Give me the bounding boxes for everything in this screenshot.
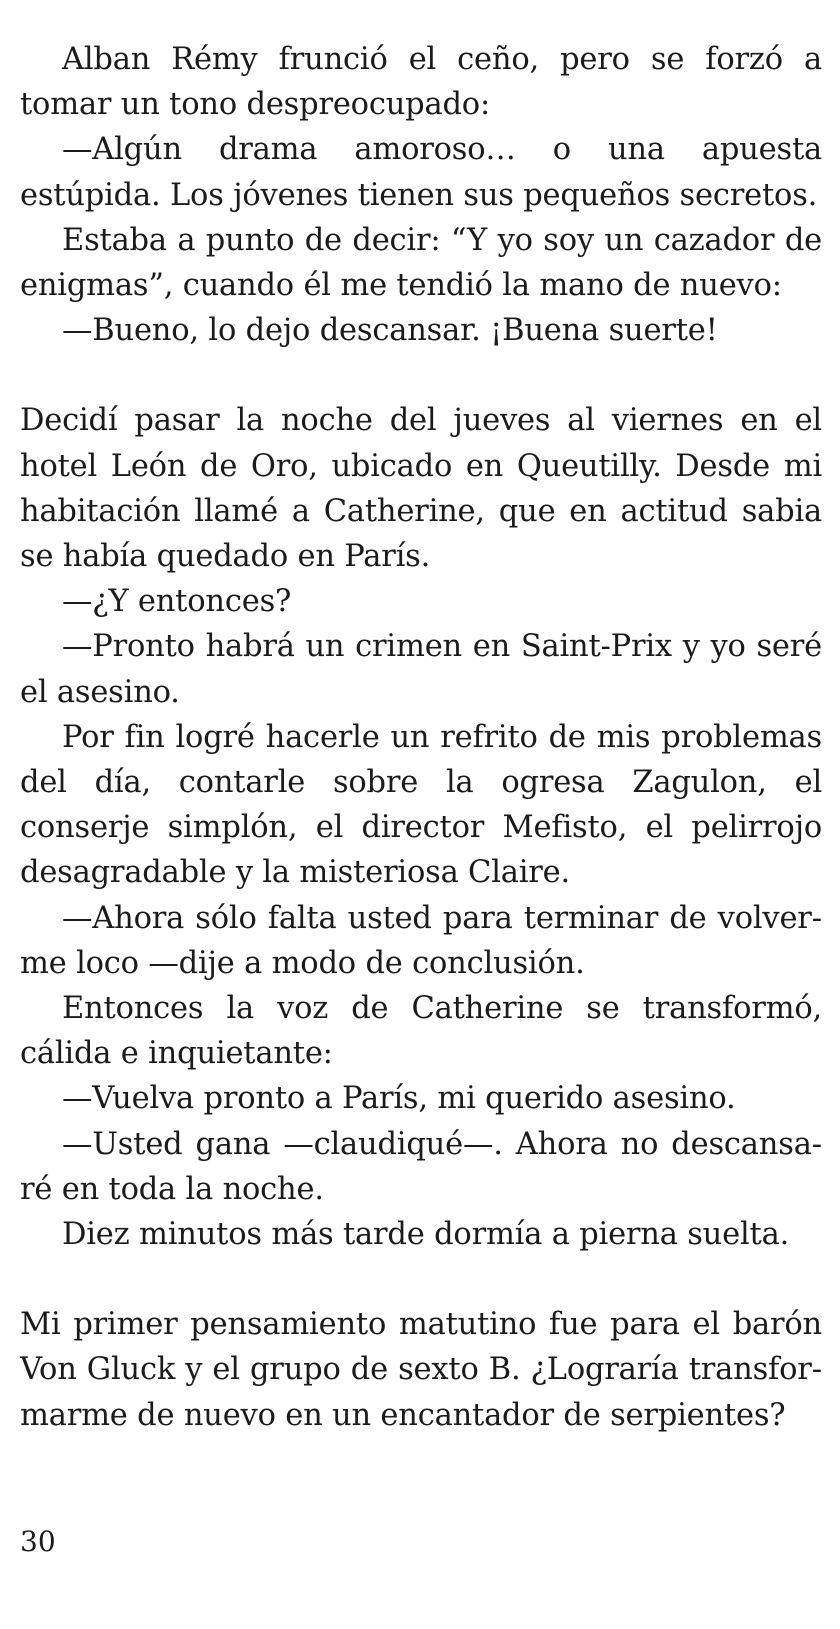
paragraph: Estaba a punto de decir: “Y yo soy un cazador de enigmas”, cuando él me tendió la mano de nuevo: [20, 222, 822, 304]
paragraph: Mi primer pensamiento matutino fue para el barón Von Gluck y el grupo de sexto B. ¿Lograría transformarme de nuevo en un encantador de serpientes? [20, 1307, 822, 1433]
paragraph: Alban Rémy frunció el ceño, pero se forzó a tomar un tono despreocupado: [20, 42, 822, 123]
dialogue-line: —¿Y entonces? [62, 584, 292, 620]
page-number: 30 [20, 1525, 56, 1558]
dialogue-line: —Usted gana —claudiqué—. Ahora no descansaré en toda la noche. [20, 1126, 822, 1207]
section-break [20, 353, 822, 398]
paragraph: Decidí pasar la noche del jueves al viernes en el hotel León de Oro, ubicado en Queutilly. Desde mi habitación llamé a Catherine, que en actitud sabia se había quedado en París. [20, 403, 822, 575]
section-1 [20, 37, 822, 353]
paragraph: Diez minutos más tarde dormía a pierna suelta. [62, 1217, 790, 1253]
dialogue-line: —Pronto habrá un crimen en Saint-Prix y yo seré el asesino. [20, 629, 822, 710]
dialogue-line: —Vuelva pronto a París, mi querido asesino. [62, 1081, 736, 1117]
dialogue-line: —Bueno, lo dejo descansar. ¡Buena suerte! [62, 313, 718, 349]
paragraph: Entonces la voz de Catherine se transformó, cálida e inquietante: [20, 991, 822, 1072]
section-3 [20, 1302, 822, 1438]
dialogue-line: —Algún drama amoroso… o una apuesta estúpida. Los jóvenes tienen sus pequeños secretos. [20, 132, 822, 213]
dialogue-line: —Ahora sólo falta usted para terminar de volverme loco —dije a modo de conclusión. [20, 900, 822, 981]
page-body [20, 37, 822, 1438]
section-break [20, 1257, 822, 1302]
paragraph: Por fin logré hacerle un refrito de mis problemas del día, contarle sobre la ogresa Zagulon, el conserje simplón, el director Mefisto, el pelirrojo desagradable y la misteriosa Claire. [20, 719, 822, 891]
section-2 [20, 398, 822, 1257]
